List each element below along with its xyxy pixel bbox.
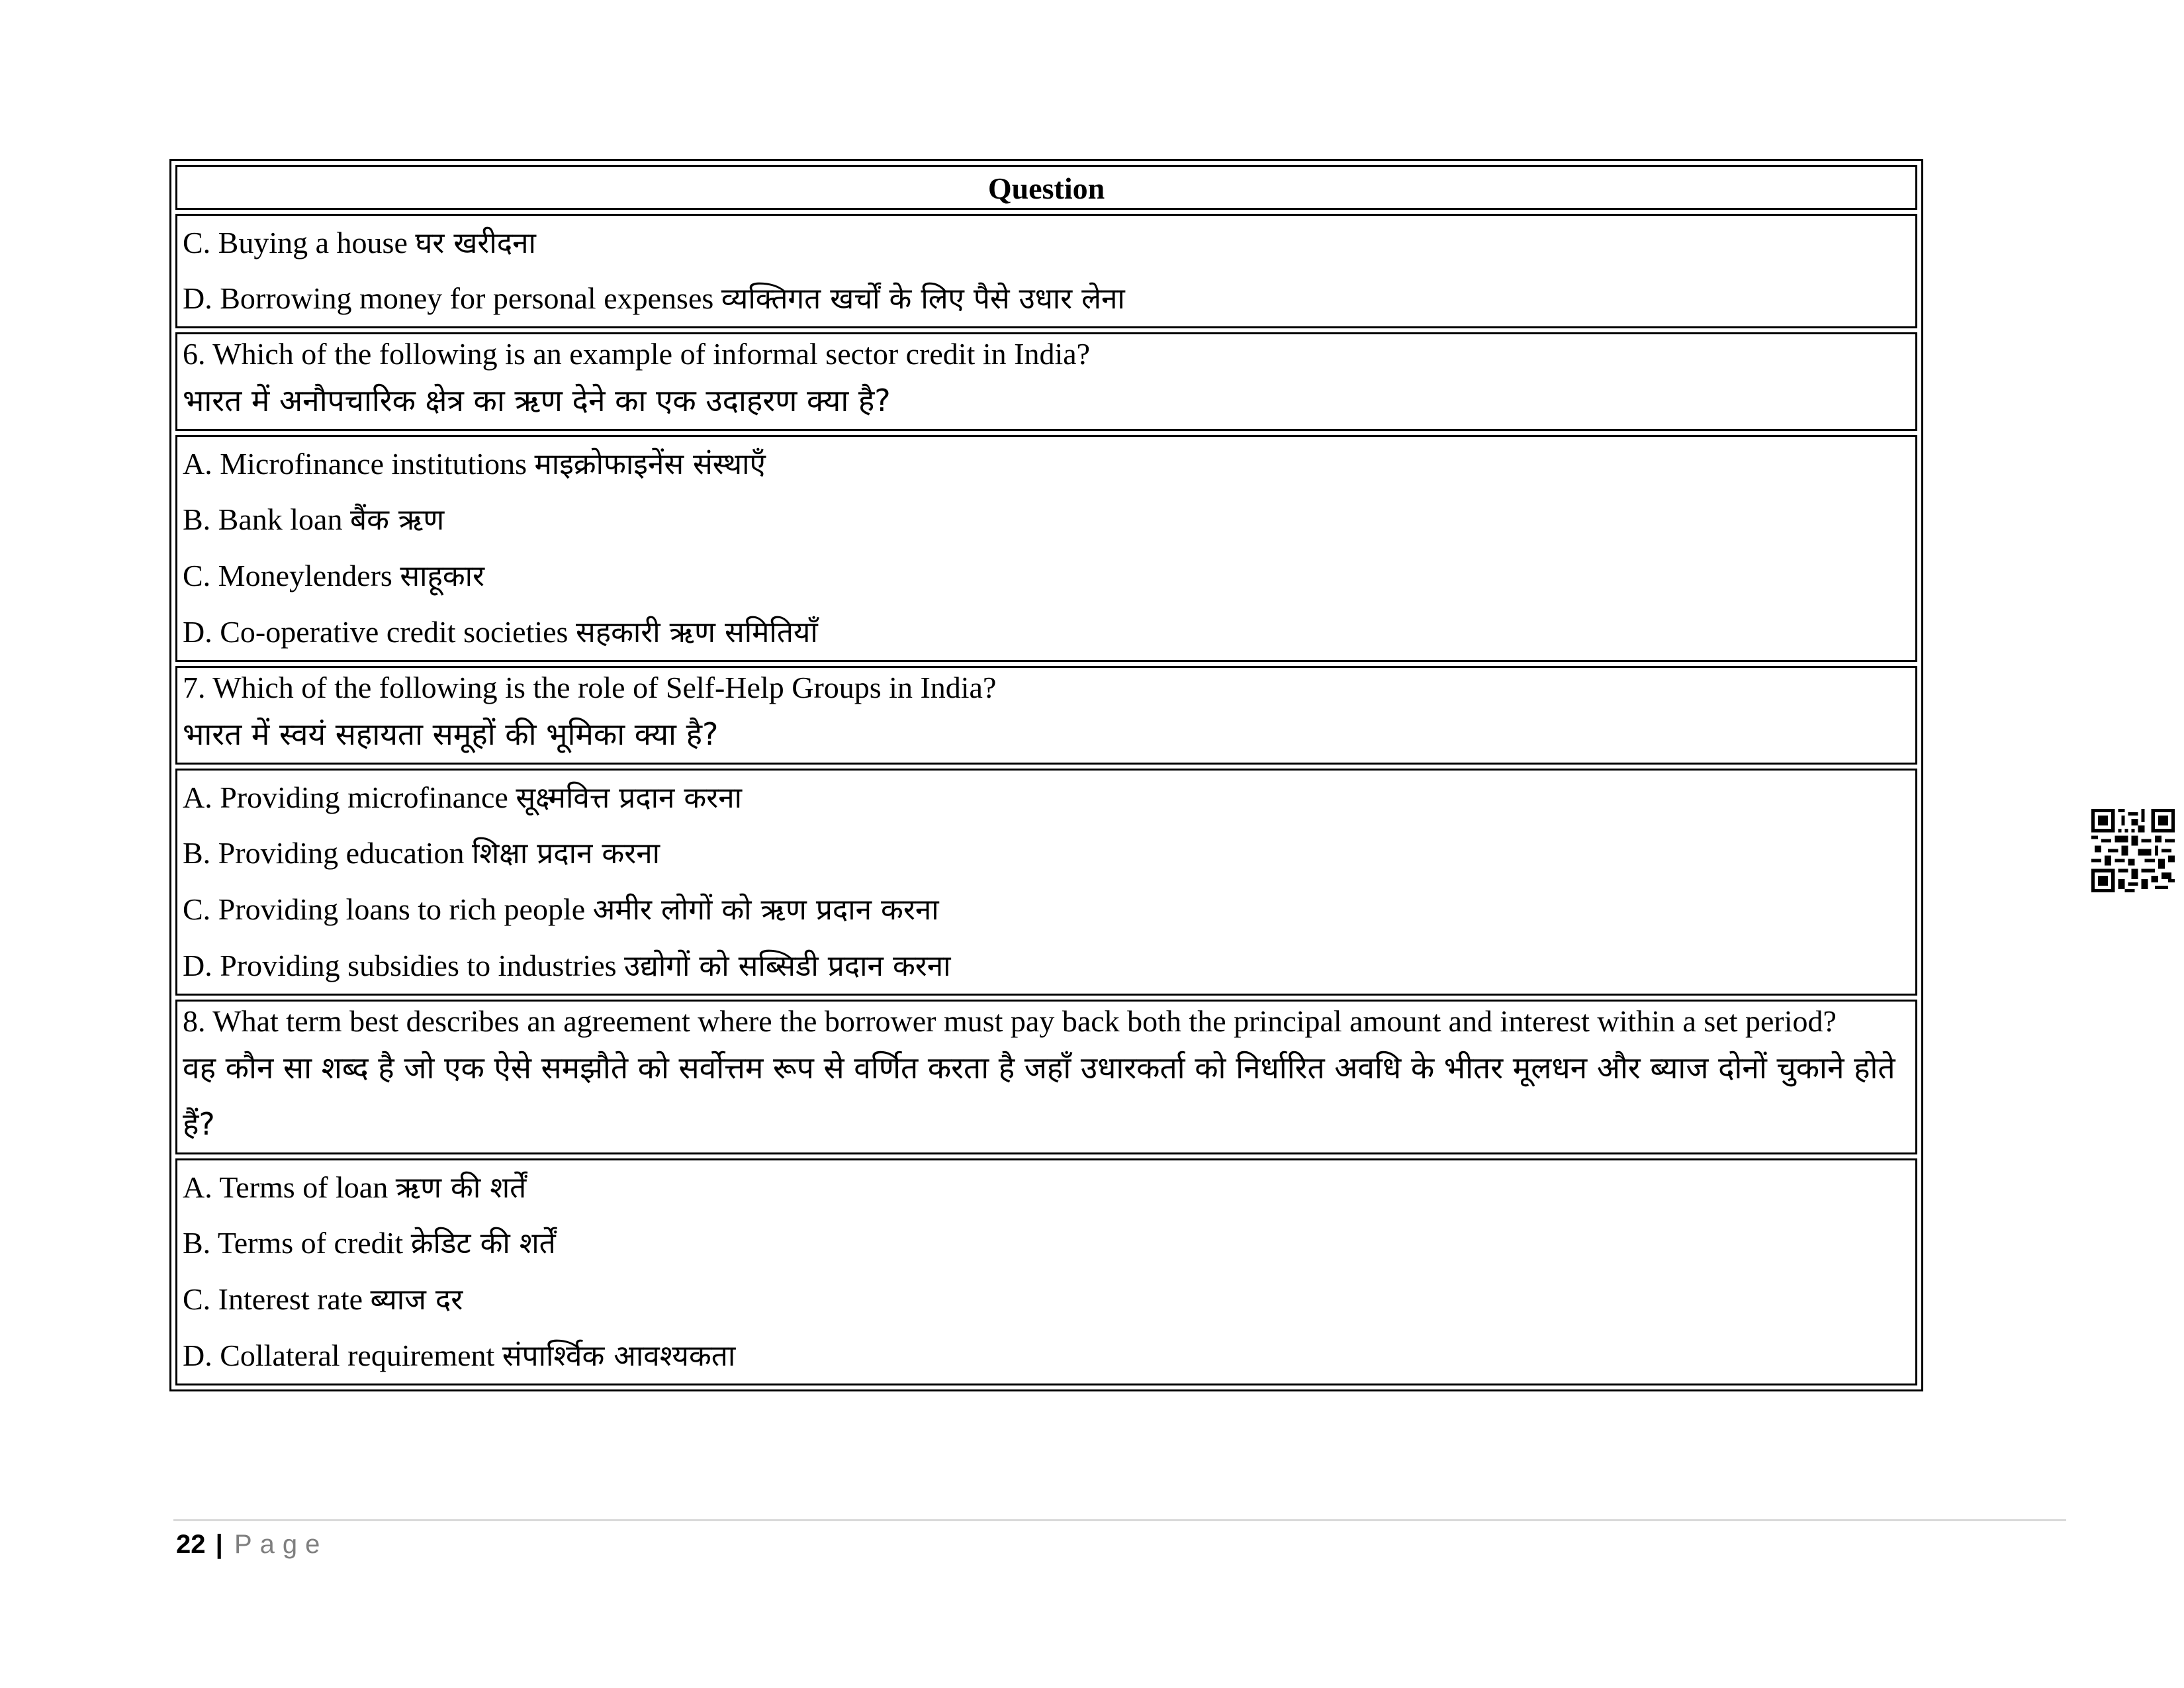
option-hi: माइक्रोफाइनेंस संस्थाएँ	[534, 447, 766, 481]
q6-question-cell	[175, 332, 1917, 431]
question-text-en: 7. Which of the following is the role of Self-Help Groups in India?	[183, 671, 997, 704]
option-hi: शिक्षा प्रदान करना	[471, 837, 660, 870]
footer-divider	[173, 1519, 2066, 1521]
page-footer	[176, 1526, 328, 1563]
page-number: 22	[176, 1530, 206, 1559]
q7-question-cell	[175, 666, 1917, 765]
question-text-en: 8. What term best describes an agreement where the borrower must pay back both the principal amount and interest within a set period?	[183, 1004, 1837, 1038]
option-en: C. Interest rate	[183, 1282, 363, 1316]
option-en: D. Collateral requirement	[183, 1338, 495, 1372]
q8-options-cell	[175, 1158, 1917, 1385]
option-en: D. Borrowing money for personal expenses	[183, 281, 714, 315]
option-en: C. Providing loans to rich people	[183, 892, 586, 926]
option-hi: अमीर लोगों को ऋण प्रदान करना	[592, 893, 939, 927]
table-header	[175, 165, 1917, 210]
option-hi: ब्याज दर	[370, 1283, 463, 1317]
option-hi: साहूकार	[400, 559, 485, 593]
option-en: B. Terms of credit	[183, 1226, 404, 1260]
qr-code-icon	[2091, 809, 2175, 892]
page-label: Page	[234, 1530, 328, 1559]
option-hi: क्रेडिट की शर्तें	[410, 1227, 556, 1260]
option-en: C. Moneylenders	[183, 559, 392, 592]
option-line	[183, 491, 1910, 547]
option-line	[183, 1215, 1910, 1271]
question-table	[169, 159, 1923, 1391]
option-hi: व्यक्तिगत खर्चों के लिए पैसे उधार लेना	[721, 282, 1125, 316]
question-text-hi: भारत में स्वयं सहायता समूहों की भूमिका क्या है?	[183, 716, 719, 752]
option-hi: घर खरीदना	[415, 226, 536, 260]
question-text-en: 6. Which of the following is an example of informal sector credit in India?	[183, 337, 1091, 371]
option-hi: बैंक ऋण	[349, 503, 445, 537]
option-line	[183, 825, 1910, 881]
table-header-label: Question	[987, 171, 1105, 205]
page-separator: |	[215, 1530, 223, 1559]
option-hi: संपार्श्विक आवश्यकता	[502, 1339, 736, 1373]
option-hi: ऋण की शर्तें	[395, 1171, 527, 1205]
q8-question-cell	[175, 1000, 1917, 1154]
option-en: B. Providing education	[183, 836, 465, 870]
q7-options-cell	[175, 769, 1917, 996]
option-en: B. Bank loan	[183, 502, 343, 536]
option-line	[183, 1160, 1910, 1215]
option-line	[183, 437, 1910, 491]
q5-options-cell	[175, 214, 1917, 328]
option-line	[183, 771, 1910, 825]
option-en: A. Terms of loan	[183, 1170, 388, 1204]
option-en: A. Microfinance institutions	[183, 447, 527, 481]
option-line	[183, 937, 1910, 994]
option-line	[183, 1327, 1910, 1383]
option-en: C. Buying a house	[183, 226, 408, 259]
option-en: A. Providing microfinance	[183, 780, 508, 814]
option-line	[183, 216, 1910, 270]
option-line	[183, 270, 1910, 326]
option-en: D. Co-operative credit societies	[183, 615, 569, 649]
option-line	[183, 604, 1910, 660]
option-en: D. Providing subsidies to industries	[183, 949, 617, 982]
option-hi: सहकारी ऋण समितियाँ	[575, 616, 818, 649]
option-line	[183, 1271, 1910, 1327]
question-text-hi: भारत में अनौपचारिक क्षेत्र का ऋण देने का एक उदाहरण क्या है?	[183, 383, 891, 418]
question-text-hi: वह कौन सा शब्द है जो एक ऐसे समझौते को सर्वोत्तम रूप से वर्णित करता है जहाँ उधारकर्ता को निर्धारित अवधि के भीतर मूलधन और ब्याज दोनों चुकाने होते हैं?	[183, 1050, 1895, 1142]
option-line	[183, 547, 1910, 604]
option-line	[183, 881, 1910, 937]
q6-options-cell	[175, 435, 1917, 662]
option-hi: सूक्ष्मवित्त प्रदान करना	[516, 781, 743, 815]
option-hi: उद्योगों को सब्सिडी प्रदान करना	[624, 949, 951, 983]
